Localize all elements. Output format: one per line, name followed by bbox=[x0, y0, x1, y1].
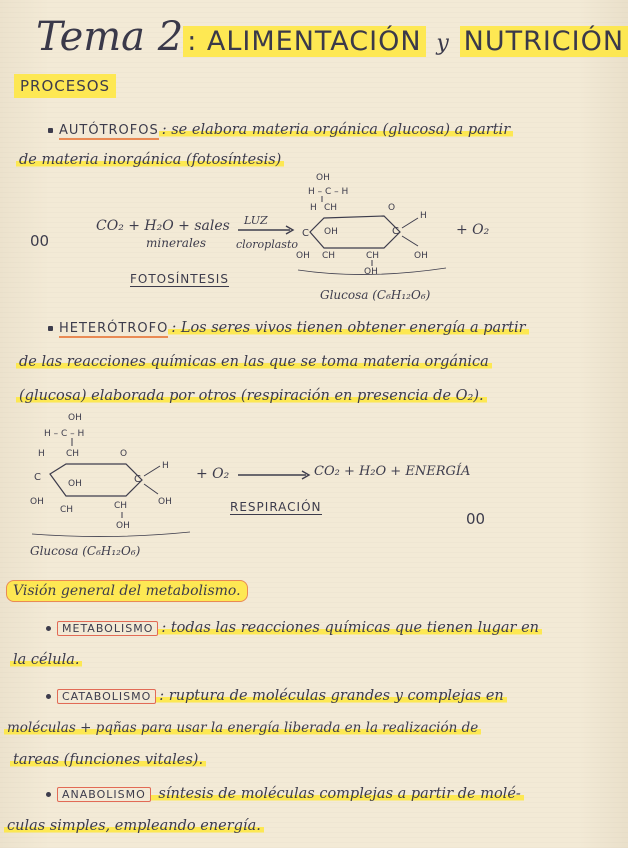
autotrofos-text1: : se elabora materia orgánica (glucosa) a partir bbox=[159, 122, 513, 138]
mol1-ch2: CH bbox=[322, 251, 336, 261]
mol1-c-right: C bbox=[392, 226, 399, 237]
title-conjunction: y bbox=[436, 31, 449, 56]
mol2-o: O bbox=[120, 449, 128, 459]
mol2-oh-left: OH bbox=[30, 497, 44, 507]
eq1-glucose-text: Glucosa (C₆H₁₂O₆) bbox=[320, 288, 431, 302]
autotrofos-line2 bbox=[16, 152, 284, 168]
mol2-ch3: CH bbox=[114, 501, 128, 511]
mol2-oh-ring: OH bbox=[68, 479, 82, 489]
mol2-oh-bottom: OH bbox=[116, 521, 130, 531]
catabolismo-line2 bbox=[4, 720, 481, 736]
eq2-products-text: CO₂ + H₂O + ENERGÍA bbox=[314, 464, 471, 479]
page-title bbox=[36, 14, 628, 60]
mol2-oh-top: OH bbox=[68, 413, 82, 423]
bullet-icon bbox=[46, 626, 51, 631]
doodle-1-text: 00 bbox=[30, 232, 50, 250]
metabolismo-line2 bbox=[10, 652, 82, 668]
bullet-icon bbox=[46, 792, 51, 797]
mol1-c: C bbox=[302, 228, 309, 239]
eq1-reactants-text: CO₂ + H₂O + sales bbox=[96, 218, 230, 234]
catabolismo-label: CATABOLISMO bbox=[57, 689, 156, 704]
mol2-h1: H bbox=[38, 449, 45, 459]
anabolismo-line2 bbox=[4, 818, 264, 834]
mol2-c: C bbox=[34, 472, 41, 483]
heterotrofo-line3 bbox=[16, 388, 487, 404]
mol1-h1: H bbox=[310, 203, 317, 213]
eq1-luz: LUZ bbox=[244, 214, 268, 227]
eq1-caption bbox=[130, 272, 229, 287]
catabolismo-line3 bbox=[10, 752, 206, 768]
eq1-o2 bbox=[456, 222, 489, 238]
heterotrofo-text1: : Los seres vivos tienen obtener energía a partir bbox=[168, 320, 528, 336]
section-procesos-label: PROCESOS bbox=[20, 77, 111, 95]
catabolismo-text2: moléculas + pqñas para usar la energía liberada en la realización de bbox=[4, 720, 481, 736]
mol2-oh-right: OH bbox=[158, 497, 172, 507]
doodle-2-text: 00 bbox=[466, 510, 486, 528]
eq1-caption-text: FOTOSÍNTESIS bbox=[130, 272, 229, 286]
heterotrofo-text3: (glucosa) elaborada por otros (respiración en presencia de O₂). bbox=[16, 388, 487, 404]
catabolismo-line1 bbox=[46, 688, 507, 704]
mol2-ch2: CH bbox=[60, 505, 74, 515]
anabolismo-line1 bbox=[46, 786, 524, 802]
autotrofos-text2: de materia inorgánica (fotosíntesis) bbox=[16, 152, 284, 168]
metabolismo-label: METABOLISMO bbox=[57, 621, 158, 636]
title-alimentacion: : ALIMENTACIÓN bbox=[183, 26, 425, 57]
eq2-glucose-label bbox=[30, 544, 140, 558]
metabolismo-text1: : todas las reacciones químicas que tienen lugar en bbox=[158, 620, 542, 636]
title-nutricion: NUTRICIÓN bbox=[460, 26, 628, 57]
metabolismo-line1 bbox=[46, 620, 542, 636]
heterotrofo-label: HETERÓTROFO bbox=[59, 321, 169, 336]
anabolismo-text2: culas simples, empleando energía. bbox=[4, 818, 264, 834]
mol1-h-right: H bbox=[420, 211, 427, 221]
glucose-structure-1 bbox=[296, 168, 464, 278]
eq2-glucose-text: Glucosa (C₆H₁₂O₆) bbox=[30, 544, 141, 558]
mol1-oh-bottom: OH bbox=[364, 267, 378, 277]
svg-text:H – C – H: H – C – H bbox=[308, 187, 349, 197]
eq2-products bbox=[314, 464, 470, 479]
eq2-caption bbox=[230, 500, 322, 515]
bullet-icon bbox=[48, 128, 53, 133]
catabolismo-text1: : ruptura de moléculas grandes y complejas en bbox=[156, 688, 506, 704]
eq1-cloroplasto: cloroplasto bbox=[236, 238, 298, 251]
section-procesos bbox=[14, 74, 116, 98]
doodle-2 bbox=[466, 510, 485, 528]
eq1-glucose-label bbox=[320, 288, 430, 302]
autotrofos-line1 bbox=[48, 122, 513, 138]
bullet-icon bbox=[46, 694, 51, 699]
heterotrofo-line2 bbox=[16, 354, 492, 370]
eq1-reactants bbox=[96, 218, 230, 234]
doodle-1 bbox=[30, 232, 49, 250]
mol1-o: O bbox=[388, 203, 396, 213]
mol1-oh-right: OH bbox=[414, 251, 428, 261]
eq2-caption-text: RESPIRACIÓN bbox=[230, 500, 322, 514]
eq2-o2 bbox=[196, 466, 229, 482]
eq1-arrow bbox=[236, 224, 296, 236]
heterotrofo-line1 bbox=[48, 320, 529, 336]
section-vision-label: Visión general del metabolismo. bbox=[13, 583, 241, 599]
eq1-minerales bbox=[146, 236, 206, 250]
heterotrofo-text2: de las reacciones químicas en las que se toma materia orgánica bbox=[16, 354, 492, 370]
anabolismo-text1: síntesis de moléculas complejas a partir de molé- bbox=[151, 786, 524, 802]
eq2-arrow bbox=[236, 468, 312, 482]
bullet-icon bbox=[48, 326, 53, 331]
anabolismo-label: ANABOLISMO bbox=[57, 787, 151, 802]
mol2-ch1: CH bbox=[66, 449, 80, 459]
mol1-oh-top: OH bbox=[316, 173, 330, 183]
mol2-c-right: C bbox=[134, 474, 141, 485]
eq1-arrow-bottom bbox=[236, 238, 298, 251]
mol1-oh-left: OH bbox=[296, 251, 310, 261]
svg-text:H – C – H: H – C – H bbox=[44, 429, 85, 439]
mol2-h-right: H bbox=[162, 461, 169, 471]
eq1-minerales-text: minerales bbox=[146, 236, 207, 250]
metabolismo-text2: la célula. bbox=[10, 652, 82, 668]
mol1-ch3: CH bbox=[366, 251, 380, 261]
eq1-o2-text: + O₂ bbox=[456, 222, 490, 238]
autotrofos-label: AUTÓTROFOS bbox=[59, 123, 159, 138]
glucose-structure-2 bbox=[30, 408, 200, 538]
mol1-oh-ring: OH bbox=[324, 227, 338, 237]
mol1-ch1: CH bbox=[324, 203, 338, 213]
eq2-o2-text: + O₂ bbox=[196, 466, 230, 482]
section-vision bbox=[6, 580, 248, 602]
title-tema: Tema 2 bbox=[36, 14, 184, 60]
catabolismo-text3: tareas (funciones vitales). bbox=[10, 752, 206, 768]
